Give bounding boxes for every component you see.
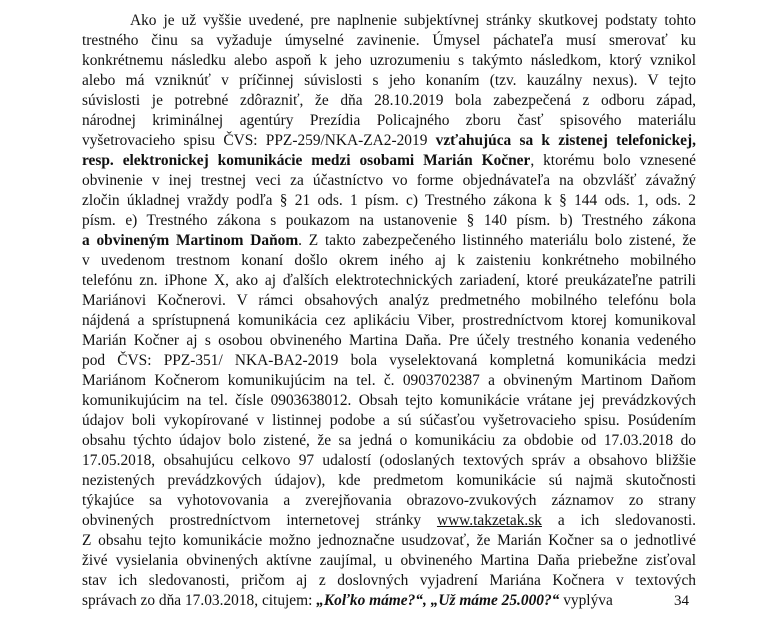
paragraph-line: Mariánovi Kočnerovi. V rámci obsahových analýz predmetného mobilného telefónu bola (82, 292, 696, 309)
paragraph-line: obvinenie v inej trestnej veci za účastníctvo vo forme objednávateľa na obzvlášť závažný (82, 172, 696, 189)
paragraph-line: Ako je už vyššie uvedené, pre naplnenie subjektívnej stránky skutkovej podstaty tohto (130, 12, 696, 29)
paragraph-line: resp. elektronickej komunikácie medzi osobami Marián Kočner, ktorému bolo vznesené (82, 152, 696, 169)
paragraph-line: pod ČVS: PPZ-351/ NKA-BA2-2019 bola vyselektovaná kompletná komunikácia medzi (82, 352, 696, 369)
paragraph-line: písm. e) Trestného zákona s poukazom na ustanovenie § 140 písm. b) Trestného zákona (82, 212, 696, 229)
paragraph-line: Mariánom Kočnerom komunikujúcim na tel. č. 0903702387 a obvineným Martinom Daňom (82, 372, 696, 389)
paragraph-line: trestného činu sa vyžaduje úmyselné zavinenie. Úmysel páchateľa musí smerovať ku (82, 32, 696, 49)
paragraph-line: v uvedenom trestnom konaní došlo okrem iného aj k zaisteniu konkrétneho mobilného (82, 252, 696, 269)
paragraph-line: týkajúce sa vyhotovovania a zverejňovania obrazovo-zvukových záznamov zo strany (82, 492, 696, 509)
paragraph-line: a obvineným Martinom Daňom. Z takto zabezpečeného listinného materiálu bolo zistené, že (82, 232, 696, 249)
bold-text: resp. elektronickej komunikácie medzi osobami Marián Kočner (82, 152, 531, 169)
paragraph-line: správach zo dňa 17.03.2018, citujem: „Koľko máme?“, „Už máme 25.000?“ vyplýva (82, 592, 613, 609)
bold-text: vzťahujúca sa k zistenej telefonickej, (435, 132, 696, 149)
paragraph-line: Marián Kočner aj s osobou obvineného Martina Daňa. Pre účely trestného konania vedeného (82, 332, 696, 349)
paragraph-line: národnej kriminálnej agentúry Prezídia Policajného zboru časť spisového materiálu (82, 112, 696, 129)
paragraph-line: stav ich sledovanosti, pričom aj z doslovných vyjadrení Mariána Kočnera v textových (82, 572, 696, 589)
paragraph-line: obvinených prostredníctvom internetovej stránky www.takzetak.sk a ich sledovanosti. (82, 512, 696, 529)
paragraph-line: alebo má vzniknúť v príčinnej súvislosti s jeho konaním (tzv. kauzálny nexus). V tejto (82, 72, 696, 89)
paragraph-line: súvislosti je potrebné zdôrazniť, že dňa 28.10.2019 bola zabezpečená z odboru západ, (82, 92, 696, 109)
paragraph-line: údajov boli vykopírované v listinnej podobe a sú súčasťou vyšetrovacieho spisu. Posúdením (82, 412, 696, 429)
paragraph-line: obsahu týchto údajov bolo zistené, že sa jedná o komunikáciu za obdobie od 17.03.2018 do (82, 432, 696, 449)
paragraph-line: Z obsahu tejto komunikácie možno jednoznačne usudzovať, že Marián Kočner sa o jednotlivé (82, 532, 696, 549)
bold-text: a obvineným Martinom Daňom (82, 232, 299, 249)
paragraph-line: telefónu zn. iPhone X, ako aj ďalších elektrotechnických zariadení, ktoré preukázateľne patrili (82, 272, 696, 289)
quoted-message: „Koľko máme?“, „Už máme 25.000?“ (316, 592, 560, 609)
paragraph-line: živé vysielania obvinených aktívne zaujímal, u obvineného Martina Daňa priebežne zisťoval (82, 552, 696, 569)
website-link[interactable]: www.takzetak.sk (436, 512, 542, 529)
paragraph-line: 17.05.2018, obsahujúcu celkovo 97 udalostí (odoslaných textových správ a obsahovo bližšie (82, 452, 696, 469)
page-number: 34 (674, 593, 689, 609)
paragraph-line: nezistených prevádzkových údajov), kde predmetom komunikácie sú najmä skutočnosti (82, 472, 696, 489)
paragraph-line: nájdená a sprístupnená komunikácia cez aplikáciu Viber, prostredníctvom ktorej komunikoval (82, 312, 696, 329)
paragraph-line: konkrétnemu následku alebo aspoň k jeho uzrozumeniu s takýmto následkom, ktorý vznikol (82, 52, 696, 69)
paragraph-line: zločin úkladnej vraždy podľa § 21 ods. 1 písm. c) Trestného zákona k § 144 ods. 1, ods. 2 (82, 192, 696, 209)
paragraph-line: vyšetrovacieho spisu ČVS: PPZ-259/NKA-ZA2-2019 vzťahujúca sa k zistenej telefonickej, (82, 132, 696, 149)
paragraph-line: komunikujúcim na tel. čísle 0903638012. Obsah tejto komunikácie vrátane jej prevádzkových (82, 392, 696, 409)
